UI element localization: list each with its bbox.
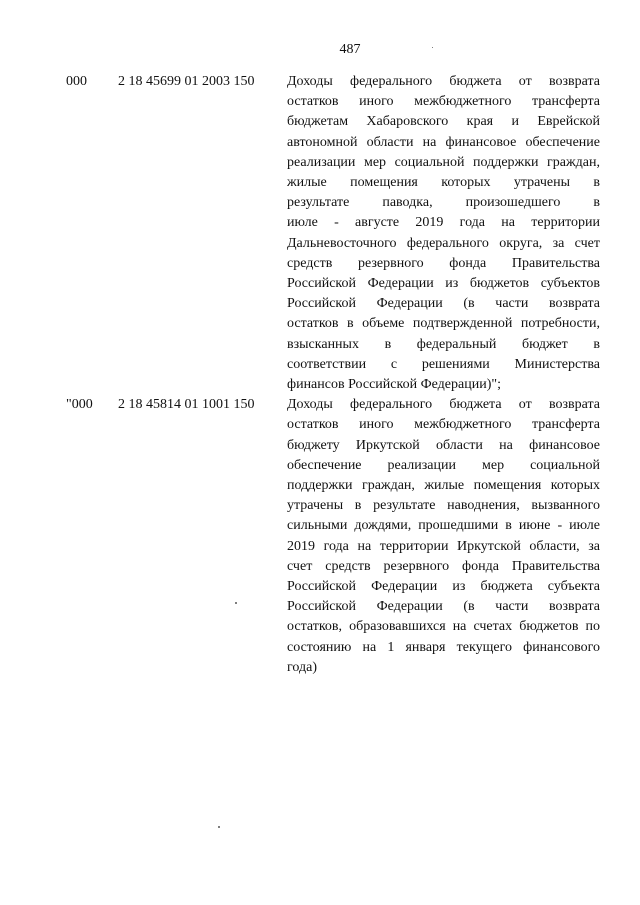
description-line: бюджету Иркутской области на финансовое — [287, 437, 600, 453]
description-line: взысканных в федеральный бюджет в — [287, 336, 600, 352]
description-line: Доходы федерального бюджета от возврата — [287, 74, 600, 89]
description-line: средств резервного фонда Правительства — [287, 255, 600, 271]
description-line: обеспечение реализации мер социальной — [287, 457, 600, 473]
description-line: Российской Федерации (в части возврата — [287, 599, 600, 615]
scan-speck — [235, 602, 237, 604]
admin-code: 000 — [66, 74, 87, 89]
scan-speck — [432, 47, 433, 48]
description-line: финансов Российской Федерации)"; — [287, 377, 501, 393]
description-line: Российской Федерации (в части возврата — [287, 296, 600, 312]
description-line: счет средств резервного фонда Правительства — [287, 558, 600, 574]
table-row — [0, 395, 640, 678]
description-line: Дальневосточного федерального округа, за счет — [287, 235, 600, 251]
table-row — [0, 72, 640, 395]
budget-classification-code: 2 18 45814 01 1001 150 — [118, 397, 255, 413]
description-line: июле - августе 2019 года на территории — [287, 215, 600, 231]
description-line: соответствии с решениями Министерства — [287, 356, 600, 372]
description-line: Доходы федерального бюджета от возврата — [287, 397, 600, 413]
scan-speck — [218, 826, 220, 828]
description-line: жилые помещения которых утрачены в — [287, 175, 600, 191]
admin-code: "000 — [66, 397, 93, 413]
description-line: года) — [287, 659, 317, 675]
description-line: сильными дождями, прошедшими в июне - июле — [287, 518, 600, 534]
description-line: остатков в объеме подтвержденной потребности, — [287, 316, 600, 332]
page-number: 487 — [339, 42, 361, 57]
description-line: остатков иного межбюджетного трансферта — [287, 94, 600, 110]
description-line: автономной области на финансовое обеспечение — [287, 134, 600, 150]
description-line: состоянию на 1 января текущего финансового — [287, 639, 600, 655]
description-line: результате паводка, произошедшего в — [287, 195, 600, 211]
description-line: поддержки граждан, жилые помещения которых — [287, 478, 600, 494]
description-line: реализации мер социальной поддержки граждан, — [287, 154, 600, 170]
description-line: 2019 года на территории Иркутской области, за — [287, 538, 600, 554]
income-description — [287, 395, 600, 678]
income-description — [287, 72, 600, 395]
budget-classification-code: 2 18 45699 01 2003 150 — [118, 74, 255, 89]
description-line: Российской Федерации из бюджета субъекта — [287, 579, 600, 595]
description-line: остатков, образовавшихся на счетах бюджетов по — [287, 619, 600, 635]
description-line: утрачены в результате наводнения, вызванного — [287, 498, 600, 514]
description-line: бюджетам Хабаровского края и Еврейской — [287, 114, 600, 130]
description-line: Российской Федерации из бюджетов субъектов — [287, 276, 600, 292]
description-line: остатков иного межбюджетного трансферта — [287, 417, 600, 433]
budget-code-table — [0, 72, 640, 678]
